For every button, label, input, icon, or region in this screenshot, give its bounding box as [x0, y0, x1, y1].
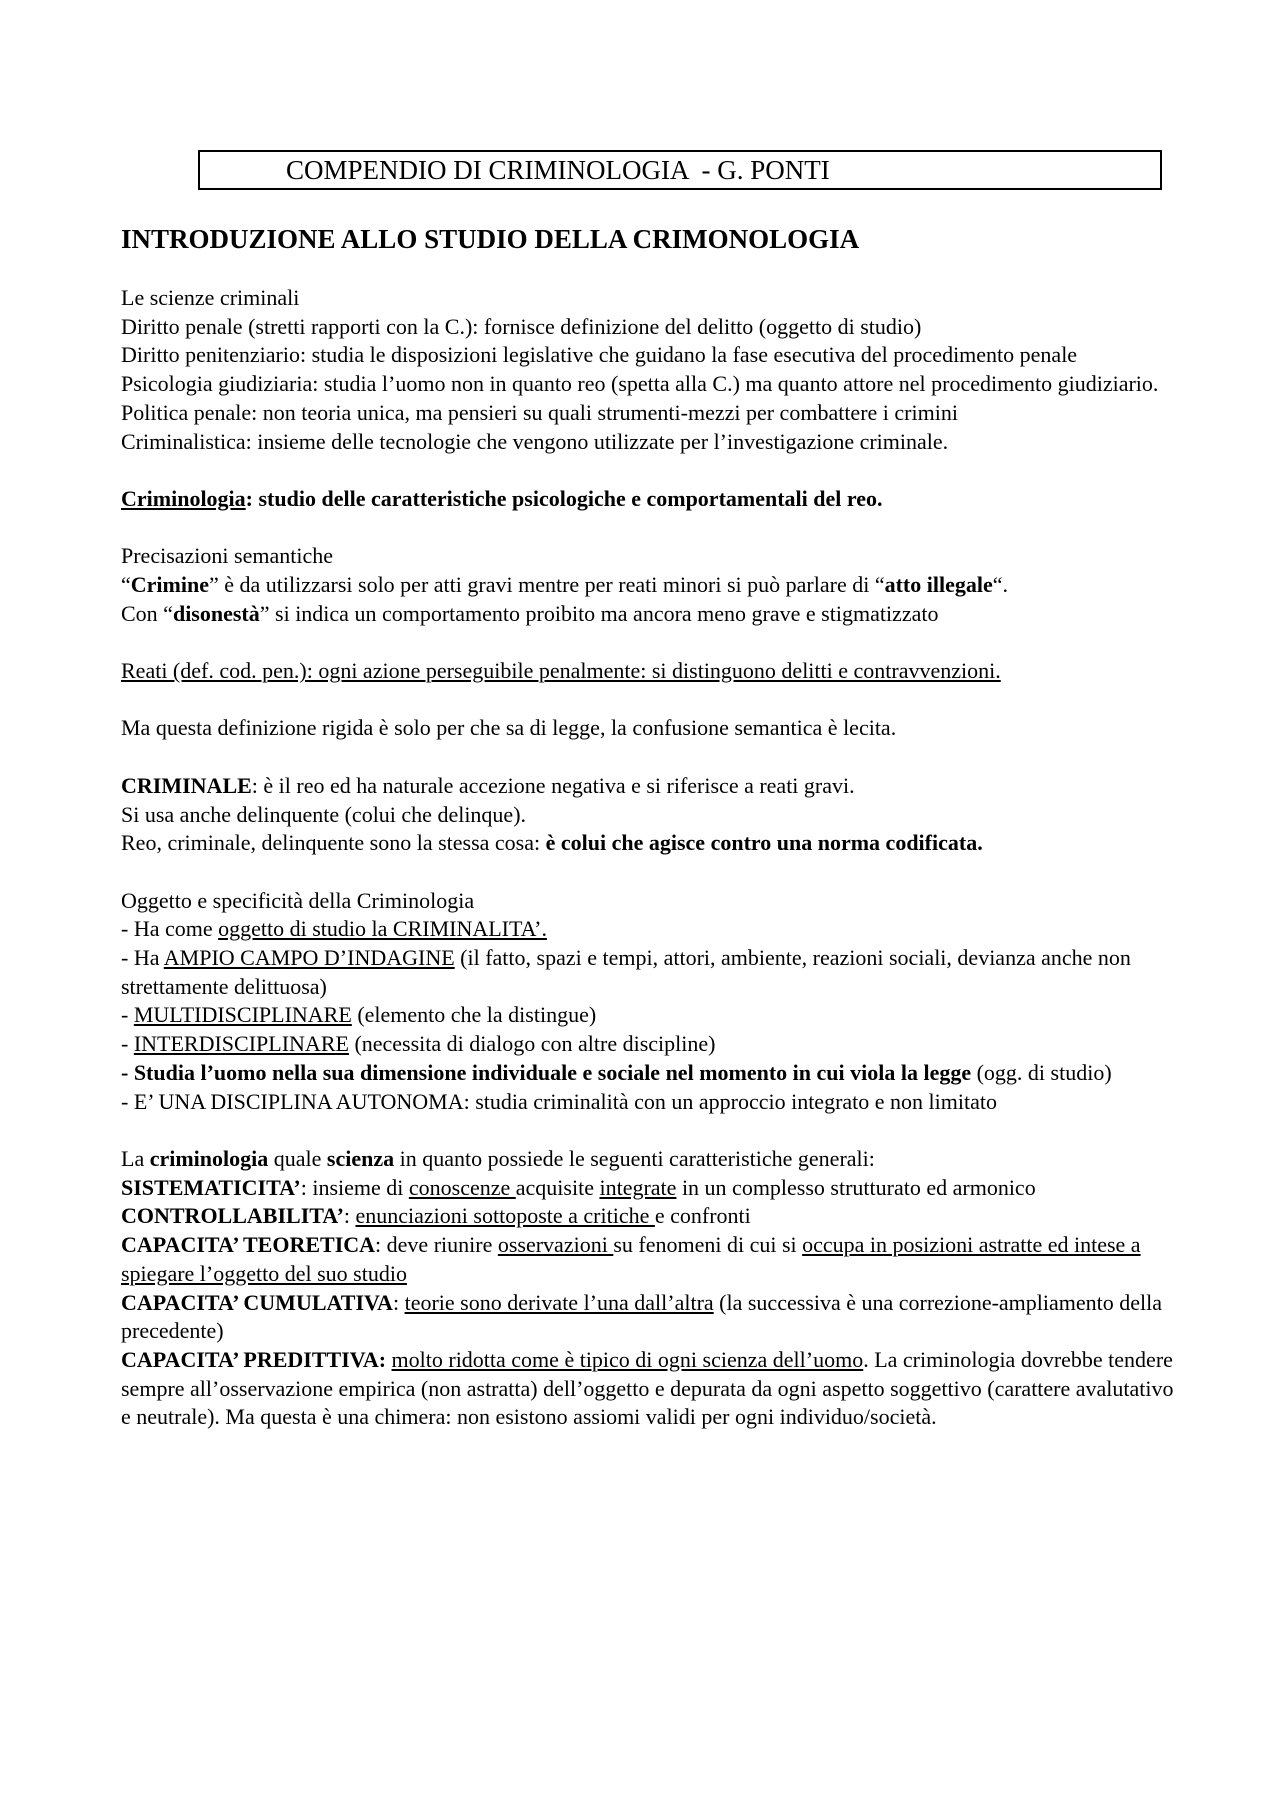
section-heading: INTRODUZIONE ALLO STUDIO DELLA CRIMONOLOGIA — [121, 224, 860, 254]
sciences-line: Politica penale: non teoria unica, ma pensieri su quali strumenti-mezzi per combattere i crimini — [121, 399, 958, 425]
science-intro: La criminologia quale scienza in quanto possiede le seguenti caratteristiche generali: — [121, 1145, 875, 1171]
list-item: - E’ UNA DISCIPLINA AUTONOMA: studia criminalità con un approccio integrato e non limitato — [121, 1088, 997, 1114]
trait-capacita-predittiva: CAPACITA’ PREDITTIVA: molto ridotta come è tipico di ogni scienza dell’uomo. La criminologia dovrebbe tendere sempre all’osservazione empirica (non astratta) dell’oggetto e depurata da ogni aspetto soggettivo (carattere avalutativo e neutrale). Ma questa è una chimera: non esistono assiomi validi per ogni individuo/società. — [121, 1346, 1174, 1430]
semantics-disonesta: Con “disonestà” si indica un comportamento proibito ma ancora meno grave e stigmatizzato — [121, 600, 939, 626]
trait-capacita-teoretica: CAPACITA’ TEORETICA: deve riunire osservazioni su fenomeni di cui si occupa in posizioni astratte ed intese a spiegare l’oggetto del suo studio — [121, 1232, 1141, 1286]
trait-sistematicita: SISTEMATICITA’: insieme di conoscenze acquisite integrate in un complesso strutturato ed armonico — [121, 1174, 1036, 1200]
definition-note: Ma questa definizione rigida è solo per che sa di legge, la confusione semantica è lecita. — [121, 715, 897, 741]
trait-controllabilita: CONTROLLABILITA’: enunciazioni sottoposte a critiche e confronti — [121, 1203, 751, 1229]
document-body — [121, 284, 1181, 1432]
sciences-line: Diritto penale (stretti rapporti con la C.): fornisce definizione del delitto (oggetto di studio) — [121, 313, 922, 339]
list-item: - Ha come oggetto di studio la CRIMINALITA’. — [121, 916, 547, 942]
oggetto-intro: Oggetto e specificità della Criminologia — [121, 887, 475, 913]
sciences-intro: Le scienze criminali — [121, 285, 300, 310]
criminale-line: Si usa anche delinquente (colui che delinque). — [121, 801, 527, 827]
list-item: - MULTIDISCIPLINARE (elemento che la distingue) — [121, 1002, 597, 1028]
document-title: COMPENDIO DI CRIMINOLOGIA - G. PONTI — [198, 150, 1162, 190]
criminale-line: Reo, criminale, delinquente sono la stessa cosa: è colui che agisce contro una norma codificata. — [121, 830, 983, 856]
sciences-line: Diritto penitenziario: studia le disposizioni legislative che guidano la fase esecutiva del procedimento penale — [121, 342, 1078, 368]
list-item: - Ha AMPIO CAMPO D’INDAGINE (il fatto, spazi e tempi, attori, ambiente, reazioni sociali, devianza anche non strettamente delittuosa) — [121, 945, 1131, 999]
list-item: - INTERDISCIPLINARE (necessita di dialogo con altre discipline) — [121, 1031, 716, 1057]
sciences-line: Psicologia giudiziaria: studia l’uomo non in quanto reo (spetta alla C.) ma quanto attore nel procedimento giudiziario. — [121, 371, 1159, 397]
semantics-intro: Precisazioni semantiche — [121, 543, 333, 569]
disonesta-term: disonestà — [172, 600, 260, 626]
list-item: - Studia l’uomo nella sua dimensione individuale e sociale nel momento in cui viola la legge (ogg. di studio) — [121, 1059, 1112, 1085]
criminology-term: Criminologia — [121, 485, 246, 511]
criminology-definition: Criminologia: studio delle caratteristiche psicologiche e comportamentali del reo. — [121, 485, 883, 511]
atto-illegale-term: atto illegale — [884, 572, 993, 597]
sciences-line: Criminalistica: insieme delle tecnologie che vengono utilizzate per l’investigazione criminale. — [121, 428, 949, 454]
trait-capacita-cumulativa: CAPACITA’ CUMULATIVA: teorie sono derivate l’una dall’altra (la successiva è una correzione-ampliamento della precedente) — [121, 1289, 1163, 1344]
criminale-term: CRIMINALE — [121, 772, 252, 798]
semantics-crimine: “Crimine” è da utilizzarsi solo per atti gravi mentre per reati minori si può parlare di “atto illegale“. — [121, 572, 1009, 597]
crimine-term: Crimine — [130, 572, 209, 597]
criminale-definition: CRIMINALE: è il reo ed ha naturale accezione negativa e si riferisce a reati gravi. — [121, 772, 855, 798]
reati-definition: Reati (def. cod. pen.): ogni azione perseguibile penalmente: si distinguono delitti e contravvenzioni. — [121, 658, 1001, 684]
